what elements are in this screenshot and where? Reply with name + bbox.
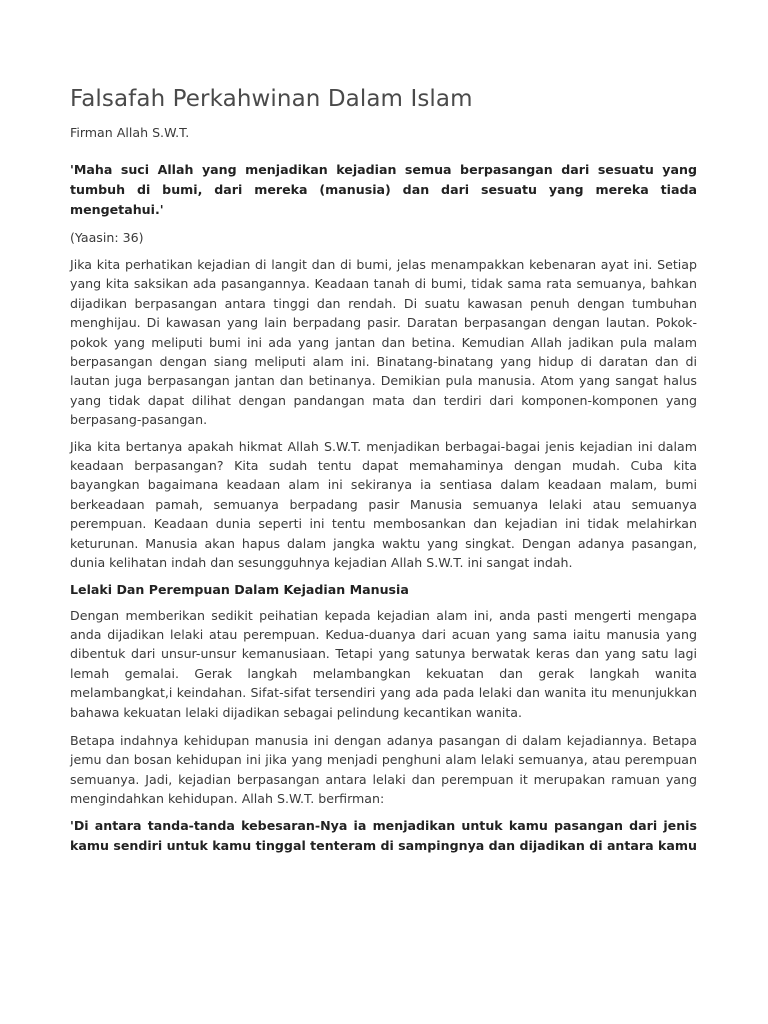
paragraph-4: Betapa indahnya kehidupan manusia ini dengan adanya pasangan di dalam kejadiannya. Betapa jemu dan bosan kehidupan ini jika yang menjadi penghuni alam lelaki semuanya, atau perempuan semuanya. Jadi, kejadian berpasangan antara lelaki dan perempuan it merupakan ramuan yang mengindahkan kehidupan. Allah S.W.T. berfirman:: [70, 732, 697, 807]
paragraph-1: Jika kita perhatikan kejadian di langit dan di bumi, jelas menampakkan kebenaran ayat ini. Setiap yang kita saksikan ada pasangannya. Keadaan tanah di bumi, tidak sama rata semuanya, bahkan dijadikan berpasangan antara tinggi dan rendah. Di suatu kawasan penuh dengan tumbuhan menghijau. Di kawasan yang lain berpadang pasir. Daratan berpasangan dengan lautan. Pokok-pokok yang meliputi bumi ini ada yang jantan dan betina. Kemudian Allah jadikan pula malam berpasangan dengan siang meliputi alam ini. Binatang-binatang yang hidup di daratan dan di lautan juga berpasangan jantan dan betinanya. Demikian pula manusia. Atom yang sangat halus yang tidak dapat dilihat dengan pandangan mata dan terdiri dari komponen-komponen yang berpasang-pasangan.: [70, 257, 697, 428]
paragraph-2: Jika kita bertanya apakah hikmat Allah S.W.T. menjadikan berbagai-bagai jenis kejadian ini dalam keadaan berpasangan? Kita sudah tentu dapat memahaminya dengan mudah. Cuba kita bayangkan bagaimana keadaan alam ini sekiranya ia sentiasa dalam keadaan malam, bumi berkeadaan pamah, semuanya berpadang pasir Manusia semuanya lelaki atau semuanya perempuan. Keadaan dunia seperti ini tentu membosankan dan kejadian ini tidak melahirkan keturunan. Manusia akan hapus dalam jangka waktu yang singkat. Dengan adanya pasangan, dunia kelihatan indah dan sesungguhnya kejadian Allah S.W.T. ini sangat indah.: [70, 438, 697, 571]
quran-quote-yaasin: 'Maha suci Allah yang menjadikan kejadian semua berpasangan dari sesuatu yang tumbuh di bumi, dari mereka (manusia) dan dari sesuatu yang mereka tiada mengetahui.': [70, 162, 697, 217]
section-heading: Lelaki Dan Perempuan Dalam Kejadian Manusia: [70, 581, 409, 597]
paragraph-3: Dengan memberikan sedikit peihatian kepada kejadian alam ini, anda pasti mengerti mengapa anda dijadikan lelaki atau perempuan. Kedua-duanya dari acuan yang sama iaitu manusia yang dibentuk dari unsur-unsur kemanusiaan. Tetapi yang satunya berwatak keras dan yang satu lagi lemah gemalai. Gerak langkah melambangkan kekuatan dan gerak langkah wanita melambangkat,i keindahan. Sifat-sifat tersendiri yang ada pada lelaki dan wanita itu menunjukkan bahawa kekuatan lelaki dijadikan sebagai pelindung kecantikan wanita.: [70, 607, 697, 720]
document-title: Falsafah Perkahwinan Dalam Islam: [70, 86, 473, 112]
intro-text: Firman Allah S.W.T.: [70, 125, 190, 140]
quote-reference: (Yaasin: 36): [70, 230, 144, 245]
quran-quote-2: 'Di antara tanda-tanda kebesaran-Nya ia menjadikan untuk kamu pasangan dari jenis kamu sendiri untuk kamu tinggal tenteram di sampingnya dan dijadikan di antara kamu: [70, 817, 697, 853]
document-page: [70, 84, 697, 864]
